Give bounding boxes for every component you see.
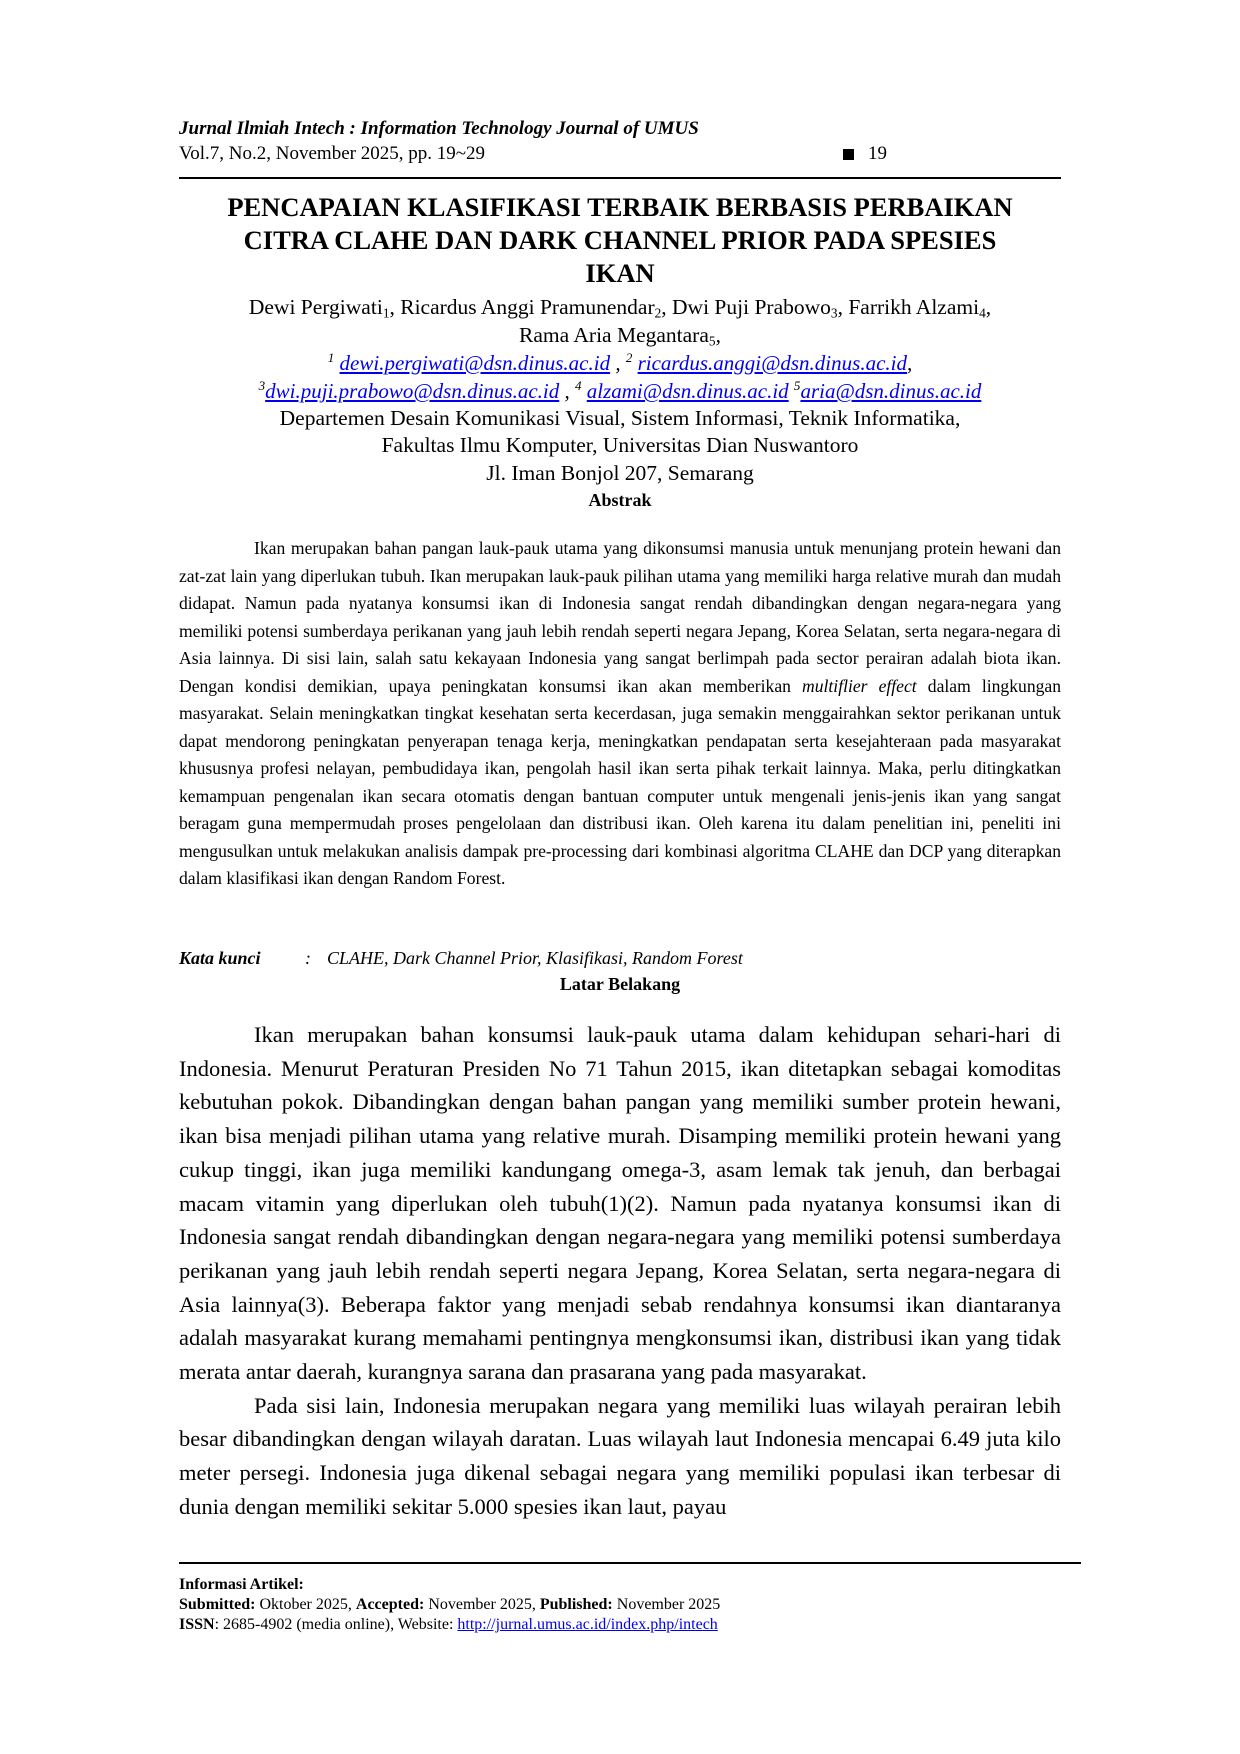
author-separator: , [715, 323, 721, 347]
abstract-body [179, 535, 1061, 893]
author-name: Rama Aria Megantara [519, 323, 709, 347]
email-list-continued [140, 378, 1100, 404]
abstract-italic-term: multiflier effect [802, 675, 917, 696]
published-value: November 2025 [612, 1596, 721, 1613]
author-name: Dwi Puji Prabowo [672, 295, 831, 319]
author-separator: , [661, 295, 673, 319]
affiliation-line: Fakultas Ilmu Komputer, Universitas Dian Nuswantoro [381, 433, 859, 457]
body-paragraph: Ikan merupakan bahan konsumsi lauk-pauk utama dalam kehidupan sehari-hari di Indonesia. Menurut Peraturan Presiden No 71 Tahun 2015, ikan ditetapkan sebagai komoditas kebutuhan pokok. Dibandingkan dengan bahan pangan yang memiliki sumber protein hewani, ikan bisa menjadi pilihan utama yang relative murah. Disamping memiliki protein hewani yang cukup tinggi, ikan juga memiliki kandungang omega-3, asam lemak tak jenuh, dan berbagai macam vitamin yang diperlukan oleh tubuh(1)(2). Namun pada nyatanya konsumsi ikan di Indonesia sangat rendah dibandingkan dengan negara-negara yang memiliki potensi sumberdaya perikanan yang jauh lebih rendah seperti negara Jepang, Korea Selatan, serta negara-negara di Asia lainnya(3). Beberapa faktor yang menjadi sebab rendahnya konsumsi ikan diantaranya adalah masyarakat kurang memahami pentingnya mengkonsumsi ikan, distribusi ikan yang tidak merata antar daerah, kurangnya sarana dan prasarana yang pada masyarakat. [179, 1022, 1061, 1385]
author-separator: , [837, 295, 849, 319]
issn-label: ISSN [179, 1616, 215, 1633]
email-index: 1 [327, 350, 335, 365]
title-line: PENCAPAIAN KLASIFIKASI TERBAIK BERBASIS PERBAIKAN [227, 192, 1013, 222]
header-rule [179, 177, 1061, 179]
abstract-heading: Abstrak [588, 490, 652, 510]
email-index: 4 [574, 378, 582, 393]
submitted-label: Submitted: [179, 1596, 256, 1613]
author-index: 3 [830, 305, 838, 321]
author-separator: , [985, 295, 992, 319]
body-text [179, 1018, 1061, 1524]
submitted-value: Oktober 2025, [255, 1596, 356, 1613]
author-index: 2 [654, 305, 662, 321]
email-separator: , [559, 378, 575, 403]
author-list [140, 295, 1100, 321]
title-line: IKAN [585, 258, 655, 288]
email-index: 2 [625, 350, 633, 365]
email-link[interactable]: dewi.pergiwati@dsn.dinus.ac.id [339, 350, 611, 375]
author-name: Ricardus Anggi Pramunendar [400, 295, 655, 319]
paper-title [160, 191, 1080, 290]
email-link[interactable]: aria@dsn.dinus.ac.id [800, 378, 982, 403]
abstract-text: Ikan merupakan bahan pangan lauk-pauk utama yang dikonsumsi manusia untuk menunjang protein hewani dan zat-zat lain yang diperlukan tubuh. Ikan merupakan lauk-pauk pilihan utama yang memiliki harga relative murah dan mudah didapat. Namun pada nyatanya konsumsi ikan di Indonesia sangat rendah dibandingkan dengan negara-negara yang memiliki potensi sumberdaya perikanan yang jauh lebih rendah seperti negara Jepang, Korea Selatan, serta negara-negara di Asia lainnya. Di sisi lain, salah satu kekayaan Indonesia yang sangat berlimpah pada sector perairan adalah biota ikan. Dengan kondisi demikian, upaya peningkatan konsumsi ikan akan memberikan [179, 538, 1061, 696]
affiliation-line: Departemen Desain Komunikasi Visual, Sistem Informasi, Teknik Informatika, [279, 406, 961, 430]
issn-line [179, 1616, 718, 1634]
published-label: Published: [539, 1596, 613, 1613]
affiliation-line: Jl. Iman Bonjol 207, Semarang [486, 461, 754, 485]
author-index: 4 [979, 305, 986, 321]
accepted-value: November 2025, [424, 1596, 540, 1613]
accepted-label: Accepted: [355, 1596, 425, 1613]
journal-volume: Vol.7, No.2, November 2025, pp. 19~29 [179, 143, 485, 164]
author-name: Dewi Pergiwati [248, 295, 383, 319]
author-index: 5 [708, 333, 716, 349]
journal-title: Jurnal Ilmiah Intech : Information Technology Journal of UMUS [179, 118, 699, 139]
issn-value: : 2685-4902 (media online), Website: [214, 1616, 458, 1633]
author-separator: , [389, 295, 401, 319]
keywords-value: CLAHE, Dark Channel Prior, Klasifikasi, Random Forest [327, 948, 743, 968]
footer-heading: Informasi Artikel: [179, 1576, 304, 1593]
author-index: 1 [382, 305, 390, 321]
email-index: 3 [258, 378, 266, 393]
footer-rule [179, 1562, 1081, 1564]
keywords [179, 948, 743, 969]
email-separator: , [906, 350, 913, 375]
body-paragraph: Pada sisi lain, Indonesia merupakan negara yang memiliki luas wilayah perairan lebih besar dibandingkan dengan wilayah daratan. Luas wilayah laut Indonesia mencapai 6.49 juta kilo meter persegi. Indonesia juga dikenal sebagai negara yang memiliki populasi ikan terbesar di dunia dengan memiliki sekitar 5.000 spesies ikan laut, payau [179, 1392, 1061, 1519]
title-line: CITRA CLAHE DAN DARK CHANNEL PRIOR PADA SPESIES [243, 225, 997, 255]
square-bullet-icon [843, 149, 854, 160]
article-dates [179, 1596, 720, 1614]
author-list-continued [140, 323, 1100, 349]
abstract-paragraph [179, 535, 1061, 893]
keywords-label: Kata kunci [179, 948, 261, 968]
section-heading: Latar Belakang [559, 974, 681, 994]
email-separator: , [610, 350, 626, 375]
email-link[interactable]: ricardus.anggi@dsn.dinus.ac.id [637, 350, 907, 375]
page-number-block [843, 143, 887, 165]
email-index: 5 [793, 378, 801, 393]
website-link[interactable]: http://jurnal.umus.ac.id/index.php/intech [457, 1616, 718, 1633]
email-link[interactable]: dwi.puji.prabowo@dsn.dinus.ac.id [265, 378, 560, 403]
email-link[interactable]: alzami@dsn.dinus.ac.id [586, 378, 789, 403]
author-name: Farrikh Alzami [848, 295, 980, 319]
abstract-text: dalam lingkungan masyarakat. Selain meningkatkan tingkat kesehatan serta kecerdasan, juga semakin menggairahkan sektor perikanan untuk dapat mendorong peningkatan penyerapan tenaga kerja, meningkatkan pendapatan serta kesejahteraan pada masyarakat khususnya profesi nelayan, pembudidaya ikan, pengolah hasil ikan serta pihak terkait lainnya. Maka, perlu ditingkatkan kemampuan pengenalan ikan secara otomatis dengan bantuan computer untuk mengenali jenis-jenis ikan yang sangat beragam guna mempermudah proses pengelolaan dan distribusi ikan. Oleh karena itu dalam penelitian ini, peneliti ini mengusulkan untuk melakukan analisis dampak pre-processing dari kombinasi algoritma CLAHE dan DCP yang diterapkan dalam klasifikasi ikan dengan Random Forest. [179, 675, 1062, 888]
keywords-colon: : [305, 948, 311, 968]
page-number: 19 [868, 143, 887, 164]
email-list [140, 350, 1100, 376]
